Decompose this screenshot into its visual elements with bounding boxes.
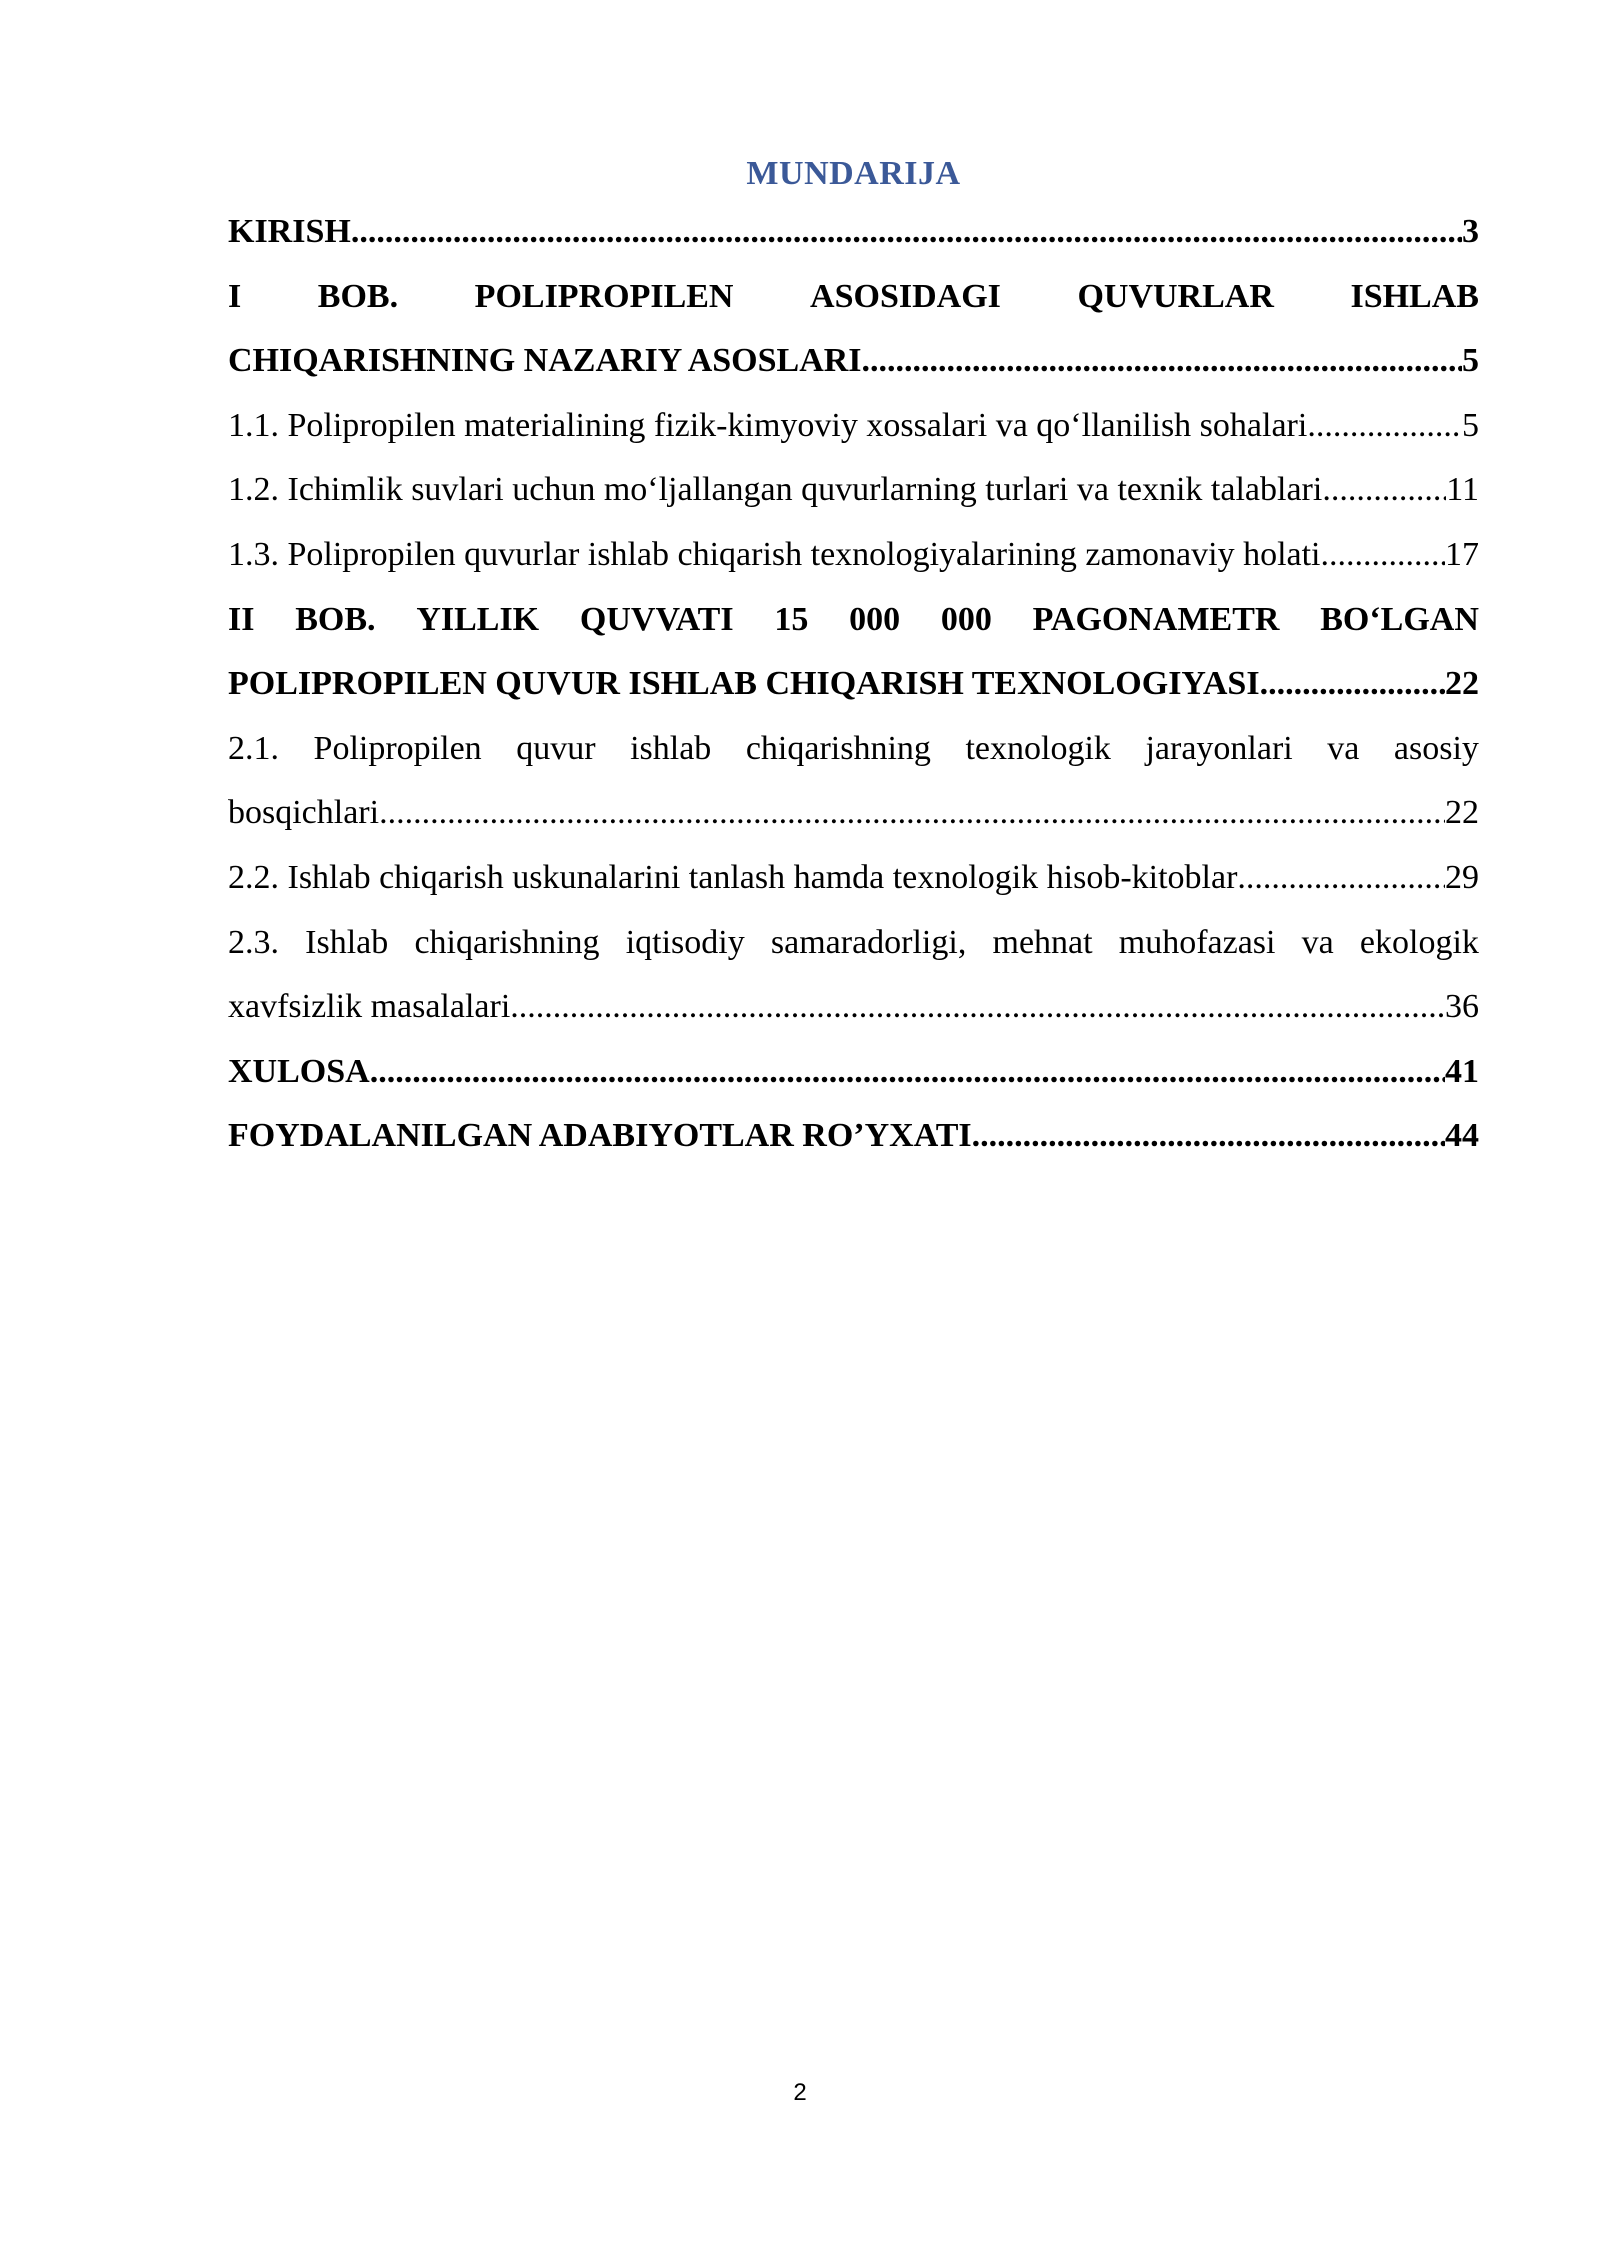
toc-leader-dots xyxy=(1307,394,1462,459)
toc-leader-dots xyxy=(972,1104,1445,1169)
toc-entry[interactable] xyxy=(228,200,1479,265)
toc-entry-title: 1.2. Ichimlik suvlari uchun mo‘ljallangan quvurlarning turlari va texnik talablari xyxy=(228,471,1323,509)
toc-entry-last-line xyxy=(228,523,1479,588)
toc-entry[interactable] xyxy=(228,1040,1479,1105)
table-of-contents xyxy=(228,148,1479,1169)
toc-entry-title: POLIPROPILEN QUVUR ISHLAB CHIQARISH TEXNOLOGIYASI xyxy=(228,665,1260,703)
toc-leader-dots xyxy=(862,329,1462,394)
toc-entry-page: 11 xyxy=(1446,471,1479,509)
toc-entry-page: 22 xyxy=(1445,665,1479,703)
toc-entry-last-line xyxy=(228,329,1479,394)
toc-entry[interactable] xyxy=(228,846,1479,911)
toc-leader-dots xyxy=(510,975,1445,1040)
toc-entry-line: 2.1. Polipropilen quvur ishlab chiqarishning texnologik jarayonlari va asosiy xyxy=(228,729,1479,767)
toc-entry-page: 29 xyxy=(1445,858,1479,896)
toc-entry[interactable] xyxy=(228,911,1479,1040)
toc-entry[interactable] xyxy=(228,394,1479,459)
toc-entry-title: 1.3. Polipropilen quvurlar ishlab chiqarish texnologiyalarining zamonaviy holati xyxy=(228,535,1321,573)
toc-leader-dots xyxy=(370,1040,1445,1105)
toc-entry-title: 1.1. Polipropilen materialining fizik-kimyoviy xossalari va qo‘llanilish sohalari xyxy=(228,406,1308,444)
toc-entry[interactable] xyxy=(228,523,1479,588)
toc-entry-last-line xyxy=(228,458,1479,523)
toc-leader-dots xyxy=(1322,458,1446,523)
toc-entry-last-line xyxy=(228,975,1479,1040)
toc-entry-title: xavfsizlik masalalari xyxy=(228,988,511,1026)
toc-entry-title: CHIQARISHNING NAZARIY ASOSLARI xyxy=(228,342,862,380)
toc-entry-title: KIRISH xyxy=(228,213,351,250)
page-number: 2 xyxy=(793,2079,807,2106)
toc-entry[interactable] xyxy=(228,265,1479,394)
toc-title: MUNDARIJA xyxy=(746,155,961,192)
toc-leader-dots xyxy=(1237,846,1445,911)
toc-entry[interactable] xyxy=(228,1104,1479,1169)
toc-entry-title: XULOSA xyxy=(228,1052,370,1090)
toc-leader-dots xyxy=(379,781,1445,846)
toc-entry-last-line xyxy=(228,394,1479,459)
toc-leader-dots xyxy=(1260,652,1445,717)
toc-entry-title: 2.2. Ishlab chiqarish uskunalarini tanlash hamda texnologik hisob-kitoblar xyxy=(228,858,1238,896)
toc-entry-title: FOYDALANILGAN ADABIYOTLAR RO’YXATI xyxy=(228,1117,972,1155)
toc-entry-page: 3 xyxy=(1462,213,1479,250)
toc-entry-page: 36 xyxy=(1445,988,1479,1026)
toc-entry[interactable] xyxy=(228,588,1479,717)
toc-entries xyxy=(228,200,1479,1169)
toc-entry-last-line xyxy=(228,200,1479,265)
toc-entry-page: 5 xyxy=(1462,406,1479,444)
toc-entry-page: 44 xyxy=(1445,1117,1479,1155)
toc-entry-page: 41 xyxy=(1445,1052,1479,1090)
toc-entry-page: 5 xyxy=(1462,342,1479,380)
toc-entry-line: II BOB. YILLIK QUVVATI 15 000 000 PAGONAMETR BO‘LGAN xyxy=(228,600,1479,638)
toc-entry[interactable] xyxy=(228,717,1479,846)
toc-leader-dots xyxy=(1321,523,1446,588)
toc-entry-title: bosqichlari xyxy=(228,794,380,832)
toc-entry-page: 22 xyxy=(1445,794,1479,832)
toc-entry-line: 2.3. Ishlab chiqarishning iqtisodiy samaradorligi, mehnat muhofazasi va ekologik xyxy=(228,923,1479,961)
toc-entry-last-line xyxy=(228,1040,1479,1105)
toc-entry-last-line xyxy=(228,652,1479,717)
toc-entry[interactable] xyxy=(228,458,1479,523)
toc-entry-line: I BOB. POLIPROPILEN ASOSIDAGI QUVURLAR ISHLAB xyxy=(228,277,1479,315)
toc-entry-last-line xyxy=(228,781,1479,846)
toc-leader-dots xyxy=(351,200,1462,265)
toc-entry-page: 17 xyxy=(1445,535,1479,573)
toc-entry-last-line xyxy=(228,846,1479,911)
toc-entry-last-line xyxy=(228,1104,1479,1169)
